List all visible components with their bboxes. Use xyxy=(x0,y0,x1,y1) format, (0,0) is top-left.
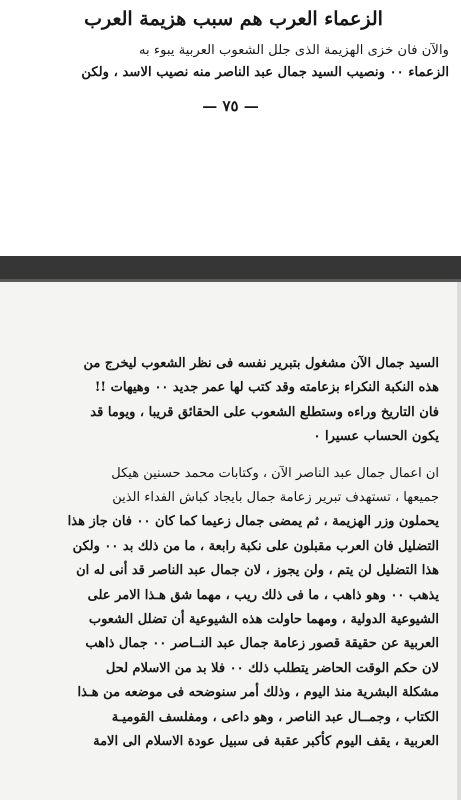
top-text-line-2: الزعماء ٠٠ ونصيب السيد جمال عبد الناصر منه نصيب الاسد ، ولكن xyxy=(81,65,449,80)
text-line: مشكلة البشرية منذ اليوم ، وذلك أمر سنوضحه فى موضعه من هـذا xyxy=(77,685,439,701)
top-text-line-1: والآن فان خزى الهزيمة الذى جلل الشعوب العربية يبوء به xyxy=(138,43,449,58)
top-page xyxy=(0,0,461,256)
text-line: العربية ، يقف اليوم كأكبر عقبة فى سبيل عودة الاسلام الى الامة xyxy=(93,734,439,750)
text-line: العربية عن حقيقة قصور زعامة جمال عبد النــاصر ٠٠ جمال ذاهب xyxy=(85,636,439,652)
text-line: جميعها ، تستهدف تبرير زعامة جمال بايجاد كباش الفداء الذين xyxy=(112,490,439,506)
paragraph-1 xyxy=(12,352,439,450)
text-line: يحملون وزر الهزيمة ، ثم يمضى جمال زعيما كما كان ٠٠ فان جاز هذا xyxy=(67,514,439,530)
bottom-page-text xyxy=(12,352,439,767)
chapter-title: الزعماء العرب هم سبب هزيمة العرب xyxy=(84,8,383,30)
text-line: ان اعمال جمال عبد الناصر الآن ، وكتابات محمد حسنين هيكل xyxy=(111,465,439,481)
top-page-text xyxy=(8,40,449,84)
text-line: التضليل فان العرب مقبلون على نكبة رابعة ، ما من ذلك بد ٠٠ ولكن xyxy=(72,538,439,554)
text-line: هذا التضليل لن يتم ، ولن يجوز ، لان جمال عبد الناصر قد أنى له ان xyxy=(76,563,439,579)
text-line: فان التاريخ وراءه وستطلع الشعوب على الحقائق قريبا ، ويوما قد xyxy=(90,404,439,420)
bottom-page xyxy=(0,282,461,800)
text-line: الشيوعية الدولية ، ومهما حاولت هذه الشيوعية أن تضلل الشعوب xyxy=(88,612,439,628)
paragraph-2 xyxy=(12,462,439,755)
text-line: هذه النكبة النكراء بزعامته وقد كتب لها عمر جديد ٠٠ وهيهات !! xyxy=(94,380,439,396)
page-separator xyxy=(0,256,461,282)
text-line: يكون الحساب عسيرا ٠ xyxy=(313,429,439,445)
page-number: — ٧٥ — xyxy=(202,97,259,115)
text-line: يذهب ٠٠ وهو ذاهب ، ما فى ذلك ريب ، مهما شق هـذا الامر على xyxy=(87,587,439,603)
text-line: السيد جمال الآن مشغول بتبرير نفسه فى نظر الشعوب ليخرج من xyxy=(83,356,439,371)
text-line: الكتاب ، وجمــال عبد الناصر ، وهو داعى ، ومفلسف القوميـة xyxy=(111,709,439,725)
text-line: لان حكم الوقت الحاضر يتطلب ذلك ٠٠ فلا بد من الاسلام لحل xyxy=(105,660,439,676)
page-edge xyxy=(457,282,461,800)
